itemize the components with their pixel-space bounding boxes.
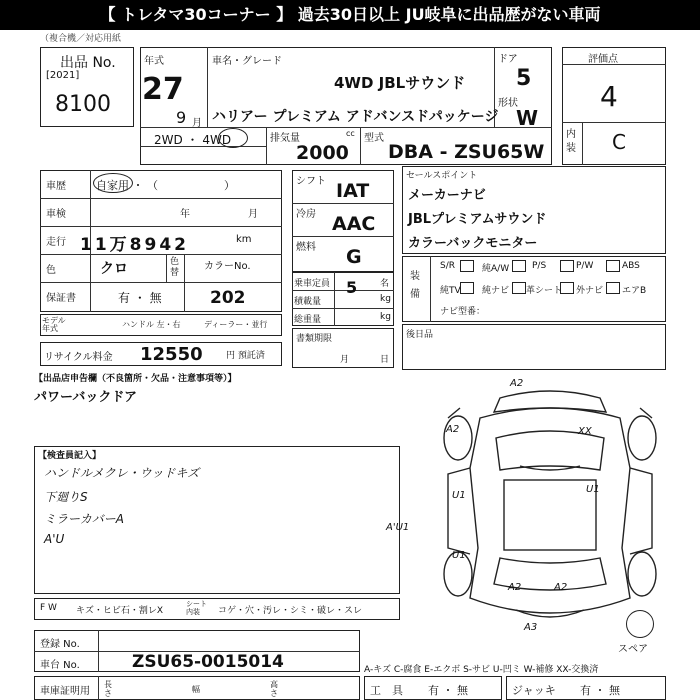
registration-label: 登録 No. [40, 639, 80, 650]
sales-points-label: セールスポイント [406, 171, 478, 181]
equip-alloy-wheels: 純A/W [482, 264, 510, 274]
score-label: 評価点 [588, 54, 618, 65]
color-no-value: 202 [210, 288, 246, 308]
spare-label: スペア [618, 644, 648, 655]
dealer-label: ディーラー・並行 [204, 320, 268, 329]
docs-label: 書類期限 [296, 334, 333, 344]
load-label: 積載量 [294, 297, 322, 307]
spare-tire-icon [626, 610, 654, 638]
shape-value: W [516, 106, 539, 130]
model-year-label: モデル年式 [42, 316, 66, 333]
equip-sunroof: S/R [440, 261, 455, 271]
capacity-label: 乗車定員 [294, 279, 331, 289]
month-value: 9 [176, 108, 187, 127]
color-change-label: 色替 [170, 257, 180, 278]
checkbox-mark [560, 260, 574, 272]
fuel-value: G [346, 246, 362, 268]
owner-height-label: 高さ [270, 680, 278, 698]
inspector-note: A'U [44, 532, 65, 546]
damage-mark: A2 [508, 582, 522, 593]
fw-label: F W [40, 603, 57, 613]
history-value: 自家用 ・ （ ） [96, 179, 235, 192]
private-use-circle-mark [93, 173, 133, 193]
displacement-unit: cc [346, 129, 355, 138]
recycle-unit: 円 預託済 [226, 351, 265, 361]
car-damage-diagram [400, 378, 700, 643]
displacement-value: 2000 [296, 142, 349, 164]
shift-label: シフト [296, 176, 326, 187]
owner-cert-label: 車庫証明用 [40, 686, 90, 697]
rear-equip-label: 後日品 [406, 330, 434, 340]
docs-day: 日 [380, 355, 390, 365]
equip-navi: 純ナビ [482, 286, 510, 296]
score-value: 4 [600, 80, 618, 113]
year-label: 年式 [144, 56, 164, 67]
recycle-label: リサイクル料金 [44, 352, 113, 363]
history-label: 車歴 [46, 181, 66, 192]
inspection-month: 月 [248, 209, 258, 220]
color-label: 色 [46, 265, 56, 276]
checkbox-mark [460, 260, 474, 272]
lot-number: 8100 [55, 92, 111, 117]
declaration-label: 【出品店申告欄（不良箇所・欠品・注意事項等）】 [34, 374, 237, 384]
checkbox-mark [512, 260, 526, 272]
sales-point-item: JBLプレミアムサウンド [408, 212, 547, 227]
recycle-value: 12550 [140, 344, 203, 365]
damage-mark: A'U1 [386, 522, 410, 533]
mileage-unit: km [236, 234, 252, 245]
gross-label: 総重量 [294, 315, 322, 325]
equip-abs: ABS [622, 261, 640, 271]
checkbox-mark [460, 282, 474, 294]
damage-mark: A3 [524, 622, 538, 633]
inspection-label: 車検 [46, 209, 66, 220]
owner-length-label: 長さ [104, 680, 112, 698]
aircon-label: 冷房 [296, 209, 316, 220]
damage-mark: U1 [452, 490, 466, 501]
load-unit: kg [380, 294, 391, 304]
4wd-circle-mark [218, 128, 248, 148]
handle-label: ハンドル 左・右 [122, 320, 181, 329]
drive-type: 2WD ・ 4WD [154, 133, 232, 147]
checkbox-mark [606, 260, 620, 272]
aircon-value: AAC [332, 213, 376, 235]
sales-point-item: カラーバックモニター [408, 236, 538, 251]
inspector-note: ハンドルメクレ・ウッドキズ [44, 466, 200, 480]
sales-point-item: メーカーナビ [408, 188, 486, 203]
capacity-unit: 名 [380, 279, 390, 289]
equip-power-steering: P/S [532, 261, 547, 271]
fw-text: キズ・ヒビ石・割レX [76, 606, 163, 616]
month-suffix: 月 [192, 118, 202, 129]
mileage-label: 走行 [46, 237, 66, 248]
checkbox-mark [560, 282, 574, 294]
jack-value: 有 ・ 無 [580, 684, 620, 697]
displacement-label: 排気量 [270, 133, 300, 144]
doors-label: ドア [498, 54, 518, 65]
top-note: （複合機／対応用紙 [40, 34, 122, 44]
seat-text: コゲ・穴・汚レ・シミ・破レ・スレ [218, 606, 363, 616]
declaration-text: パワーバックドア [34, 390, 137, 405]
inspection-year: 年 [180, 209, 190, 220]
damage-mark: A2 [446, 424, 460, 435]
mileage-value: 11万8942 [80, 235, 189, 255]
navi-model-label: ナビ型番： [440, 307, 486, 317]
chassis-label: 車台 No. [40, 660, 80, 671]
checkbox-mark [606, 282, 620, 294]
equip-tv: 純TV [440, 286, 461, 296]
tools-label: 工 具 [370, 684, 403, 697]
model-code-label: 型式 [364, 133, 384, 144]
year-value: 27 [142, 72, 184, 107]
inspector-note: 下廻りS [44, 490, 88, 504]
damage-mark: U1 [452, 550, 466, 561]
doors-value: 5 [516, 66, 532, 91]
inspector-label: 【検査員記入】 [38, 451, 102, 461]
lot-label: 出品 No. [60, 55, 116, 71]
damage-mark: A2 [554, 582, 568, 593]
rear-equip-block [402, 324, 666, 370]
damage-legend: A-キズ C-腐食 E-エクボ S-サビ U-凹ミ W-補修 XX-交換済 [364, 665, 599, 675]
damage-mark: U1 [586, 484, 600, 495]
name-label: 車名・グレード [212, 56, 282, 67]
banner-title: 【 トレタマ30コーナー 】 過去30日以上 JU岐阜に出品歴がない車両 [0, 0, 700, 30]
color-value: クロ [100, 261, 128, 277]
color-no-label: カラーNo. [204, 261, 251, 272]
owner-width-label: 幅 [192, 685, 200, 694]
shape-label: 形状 [498, 98, 518, 109]
interior-value: C [612, 130, 626, 154]
equip-leather: 革シート [526, 286, 563, 296]
damage-mark: XX [578, 426, 592, 437]
equip-external-navi: 外ナビ [576, 286, 604, 296]
chassis-value: ZSU65-0015014 [132, 652, 284, 672]
docs-month: 月 [340, 355, 350, 365]
jack-label: ジャッキ [512, 684, 556, 697]
model-code-value: DBA - ZSU65W [388, 141, 545, 163]
equip-airbag: エアB [622, 286, 647, 296]
equip-power-windows: P/W [576, 261, 594, 271]
damage-mark: A2 [510, 378, 524, 389]
car-name: ハリアー プレミアム アドバンスドパッケージ [212, 109, 499, 125]
equipment-label: 装備 [410, 271, 420, 300]
lot-year-tag: [2021] [46, 70, 80, 81]
capacity-value: 5 [346, 278, 358, 297]
warranty-value: 有 ・ 無 [118, 291, 162, 305]
fuel-label: 燃料 [296, 242, 316, 253]
tools-value: 有 ・ 無 [428, 684, 468, 697]
seat-label: シート内装 [186, 600, 207, 616]
shift-value: IAT [336, 180, 370, 202]
inspector-note: ミラーカバーA [44, 512, 124, 526]
gross-unit: kg [380, 312, 391, 322]
grade-line1: 4WD JBLサウンド [334, 74, 466, 92]
interior-label: 内装 [566, 129, 576, 154]
warranty-label: 保証書 [46, 293, 76, 304]
checkbox-mark [512, 282, 526, 294]
